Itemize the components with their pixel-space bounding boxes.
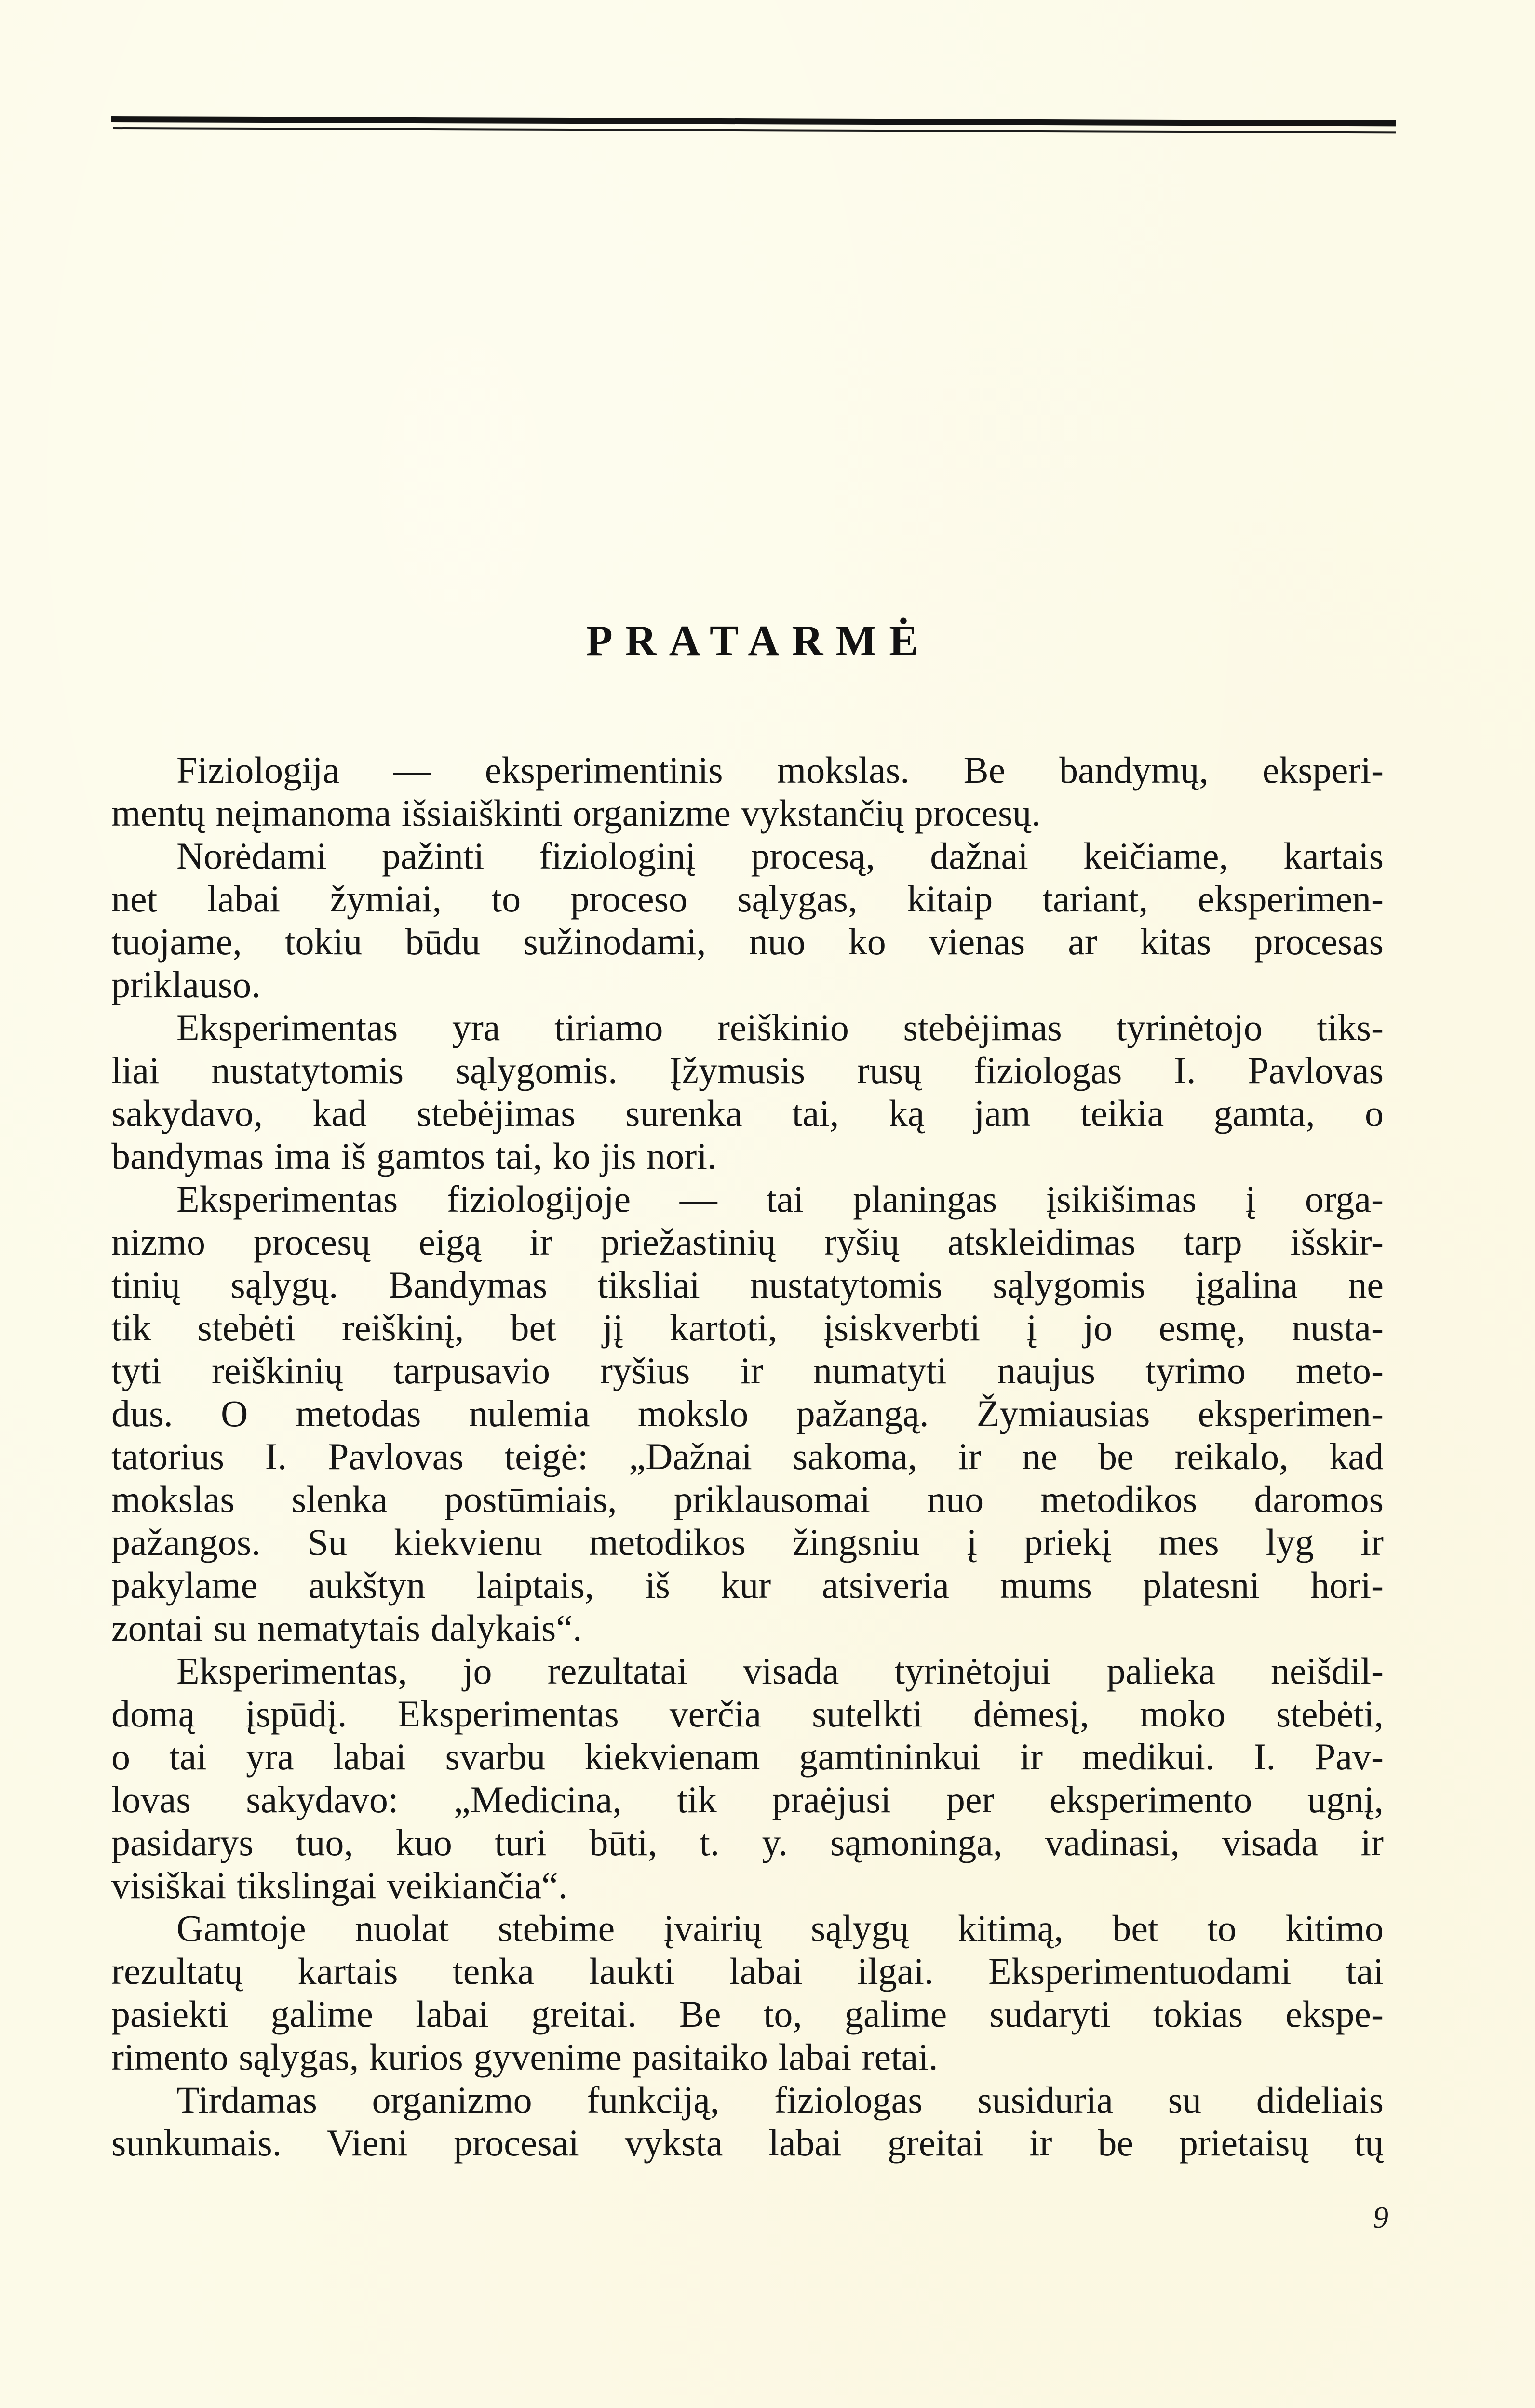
- text-line: Gamtoje nuolat stebime įvairių sąlygų kitimą, bet to kitimo: [176, 1907, 1384, 1949]
- text-line: bandymas ima iš gamtos tai, ko jis nori.: [111, 1135, 717, 1177]
- text-line: Norėdami pažinti fiziologinį procesą, dažnai keičiame, kartais: [176, 835, 1384, 877]
- text-line: Eksperimentas yra tiriamo reiškinio stebėjimas tyrinėtojo tiks-: [176, 1006, 1384, 1048]
- text-line: rezultatų kartais tenka laukti labai ilgai. Eksperimentuodami tai: [111, 1950, 1384, 1992]
- text-line: liai nustatytomis sąlygomis. Įžymusis rusų fiziologas I. Pavlovas: [111, 1049, 1384, 1091]
- paragraph: [111, 1907, 1384, 2078]
- text-line: net labai žymiai, to proceso sąlygas, kitaip tariant, eksperimen-: [111, 878, 1384, 920]
- text-line: pažangos. Su kiekvienu metodikos žingsniu į priekį mes lyg ir: [111, 1521, 1384, 1563]
- text-line: pasiekti galime labai greitai. Be to, galime sudaryti tokias ekspe-: [111, 1993, 1384, 2035]
- page-number: 9: [1373, 2200, 1388, 2234]
- text-line: mentų neįmanoma išsiaiškinti organizme vykstančių procesų.: [111, 792, 1041, 834]
- text-line: tinių sąlygų. Bandymas tiksliai nustatytomis sąlygomis įgalina ne: [111, 1264, 1384, 1306]
- header-rule-thin: [113, 127, 1396, 133]
- text-line: sunkumais. Vieni procesai vyksta labai greitai ir be prietaisų tų: [111, 2122, 1384, 2164]
- text-line: domą įspūdį. Eksperimentas verčia sutelkti dėmesį, moko stebėti,: [111, 1693, 1384, 1735]
- text-line: Eksperimentas, jo rezultatai visada tyrinėtojui palieka neišdil-: [176, 1650, 1384, 1692]
- text-line: tatorius I. Pavlovas teigė: „Dažnai sakoma, ir ne be reikalo, kad: [111, 1435, 1384, 1477]
- text-line: o tai yra labai svarbu kiekvienam gamtininkui ir medikui. I. Pav-: [111, 1736, 1384, 1778]
- text-line: pakylame aukštyn laiptais, iš kur atsiveria mums platesni hori-: [111, 1564, 1384, 1606]
- text-line: visiškai tikslingai veikiančia“.: [111, 1864, 568, 1906]
- body-text: [111, 749, 1384, 2164]
- text-line: lovas sakydavo: „Medicina, tik praėjusi per eksperimento ugnį,: [111, 1779, 1384, 1820]
- text-line: zontai su nematytais dalykais“.: [111, 1607, 582, 1649]
- text-line: tuojame, tokiu būdu sužinodami, nuo ko vienas ar kitas procesas: [111, 921, 1384, 963]
- text-line: tik stebėti reiškinį, bet jį kartoti, įsiskverbti į jo esmę, nusta-: [111, 1307, 1384, 1349]
- text-line: nizmo procesų eigą ir priežastinių ryšių atskleidimas tarp išskir-: [111, 1221, 1384, 1263]
- chapter-title: PRATARMĖ: [586, 617, 931, 665]
- text-line: dus. O metodas nulemia mokslo pažangą. Žymiausias eksperimen-: [111, 1392, 1384, 1434]
- text-line: pasidarys tuo, kuo turi būti, t. y. sąmoninga, vadinasi, visada ir: [111, 1821, 1384, 1863]
- paragraph: [111, 1649, 1384, 1907]
- text-line: sakydavo, kad stebėjimas surenka tai, ką jam teikia gamta, o: [111, 1092, 1384, 1134]
- text-line: Tirdamas organizmo funkciją, fiziologas susiduria su dideliais: [176, 2079, 1384, 2121]
- paragraph: [111, 749, 1384, 834]
- text-line: Eksperimentas fiziologijoje — tai planingas įsikišimas į orga-: [176, 1178, 1384, 1220]
- text-line: rimento sąlygas, kurios gyvenime pasitaiko labai retai.: [111, 2036, 938, 2078]
- paragraph: [111, 2078, 1384, 2164]
- text-line: tyti reiškinių tarpusavio ryšius ir numatyti naujus tyrimo meto-: [111, 1350, 1384, 1391]
- text-line: priklauso.: [111, 963, 261, 1005]
- paragraph: [111, 1006, 1384, 1177]
- header-rule-thick: [111, 116, 1396, 126]
- text-line: mokslas slenka postūmiais, priklausomai nuo metodikos daromos: [111, 1478, 1384, 1520]
- paragraph: [111, 1177, 1384, 1649]
- paragraph: [111, 834, 1384, 1006]
- text-line: Fiziologija — eksperimentinis mokslas. Be bandymų, eksperi-: [176, 749, 1384, 791]
